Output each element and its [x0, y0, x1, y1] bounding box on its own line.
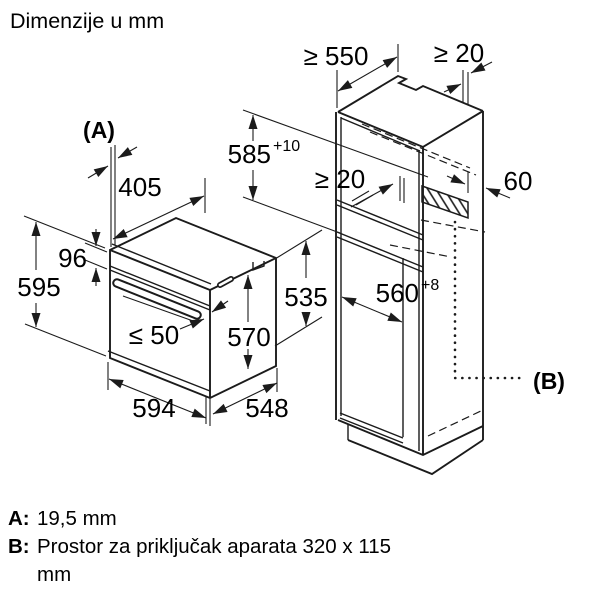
dim-550-label: ≥ 550 — [303, 41, 369, 71]
dim-20mid-arrow-right — [447, 176, 465, 184]
dim-50-arrow-b — [212, 301, 228, 312]
dim-b-dotted-leader — [455, 222, 520, 378]
legend-a-value: 19,5 mm — [37, 507, 117, 530]
dim-60-label: 60 — [503, 166, 533, 196]
dim-405-line — [113, 196, 204, 239]
dim-oven-panel-height — [58, 229, 107, 286]
dim-cabinet-niche-width — [342, 277, 439, 322]
dim-a-label: (A) — [83, 117, 115, 143]
cabinet-top-inner-line — [341, 118, 420, 151]
legend-b-key: B: — [8, 535, 30, 558]
cabinet-hidden-bottom-edge — [428, 410, 483, 436]
dim-20top-ticks — [463, 70, 468, 104]
dim-560-tolerance: +8 — [421, 277, 440, 294]
dim-595-label: 595 — [17, 272, 61, 302]
dim-cabinet-min-depth — [304, 41, 398, 108]
dim-b-label: (B) — [533, 368, 565, 394]
dim-594-label: 594 — [132, 393, 176, 423]
cabinet-niche-floor — [340, 413, 403, 443]
cabinet-back-panel-gap-lines — [400, 176, 404, 203]
dim-cabinet-side-clearance — [486, 166, 532, 198]
dim-585-tolerance: +10 — [273, 138, 301, 155]
dim-oven-height — [17, 216, 106, 356]
dim-50-label: ≤ 50 — [128, 320, 180, 350]
dim-20top-label: ≥ 20 — [433, 38, 485, 68]
dim-585-label: 585 — [227, 139, 271, 169]
dim-570-label: 570 — [227, 322, 271, 352]
dim-405-label: 405 — [118, 172, 162, 202]
cabinet-plinth-bottom — [348, 440, 483, 474]
legend-b-value: Prostor za priključak aparata 320 x 115 — [37, 535, 392, 558]
oven-top-frame-line — [112, 244, 211, 284]
dim-a-arrow-left — [88, 166, 108, 178]
dim-535-label: 535 — [284, 282, 328, 312]
dim-oven-depth — [213, 368, 289, 423]
cabinet-top-front-edges — [338, 111, 483, 147]
dim-20top-arrow-left — [444, 84, 461, 92]
page-title: Dimenzije u mm — [10, 9, 165, 33]
legend-b-value-cont: mm — [37, 563, 72, 586]
cabinet-body — [336, 76, 485, 474]
dim-560-label: 560 — [375, 278, 419, 308]
oven-outline — [110, 218, 276, 398]
dim-cabinet-lower-niche-height — [275, 230, 328, 346]
connection-space-hatch — [422, 186, 468, 218]
cabinet-shelf-upper — [337, 200, 423, 240]
dim-96-label: 96 — [58, 243, 87, 273]
dim-oven-body-depth — [227, 275, 270, 369]
cabinet-top-face — [338, 76, 483, 112]
dim-548-label: 548 — [245, 393, 289, 423]
dim-a-extension-lines — [111, 145, 115, 247]
dim-20mid-label: ≥ 20 — [314, 164, 366, 194]
cabinet-shelf-lower — [337, 232, 423, 272]
cabinet-hidden-mid-edges — [390, 220, 485, 257]
connection-space-leader-b — [455, 222, 565, 394]
dim-oven-depth-top — [113, 172, 205, 239]
dim-a-arrow-right — [118, 147, 137, 158]
legend-a-key: A: — [8, 507, 30, 530]
oven-vent-slot-icon — [220, 279, 231, 285]
handle-fill — [117, 283, 197, 315]
legend — [8, 507, 391, 586]
